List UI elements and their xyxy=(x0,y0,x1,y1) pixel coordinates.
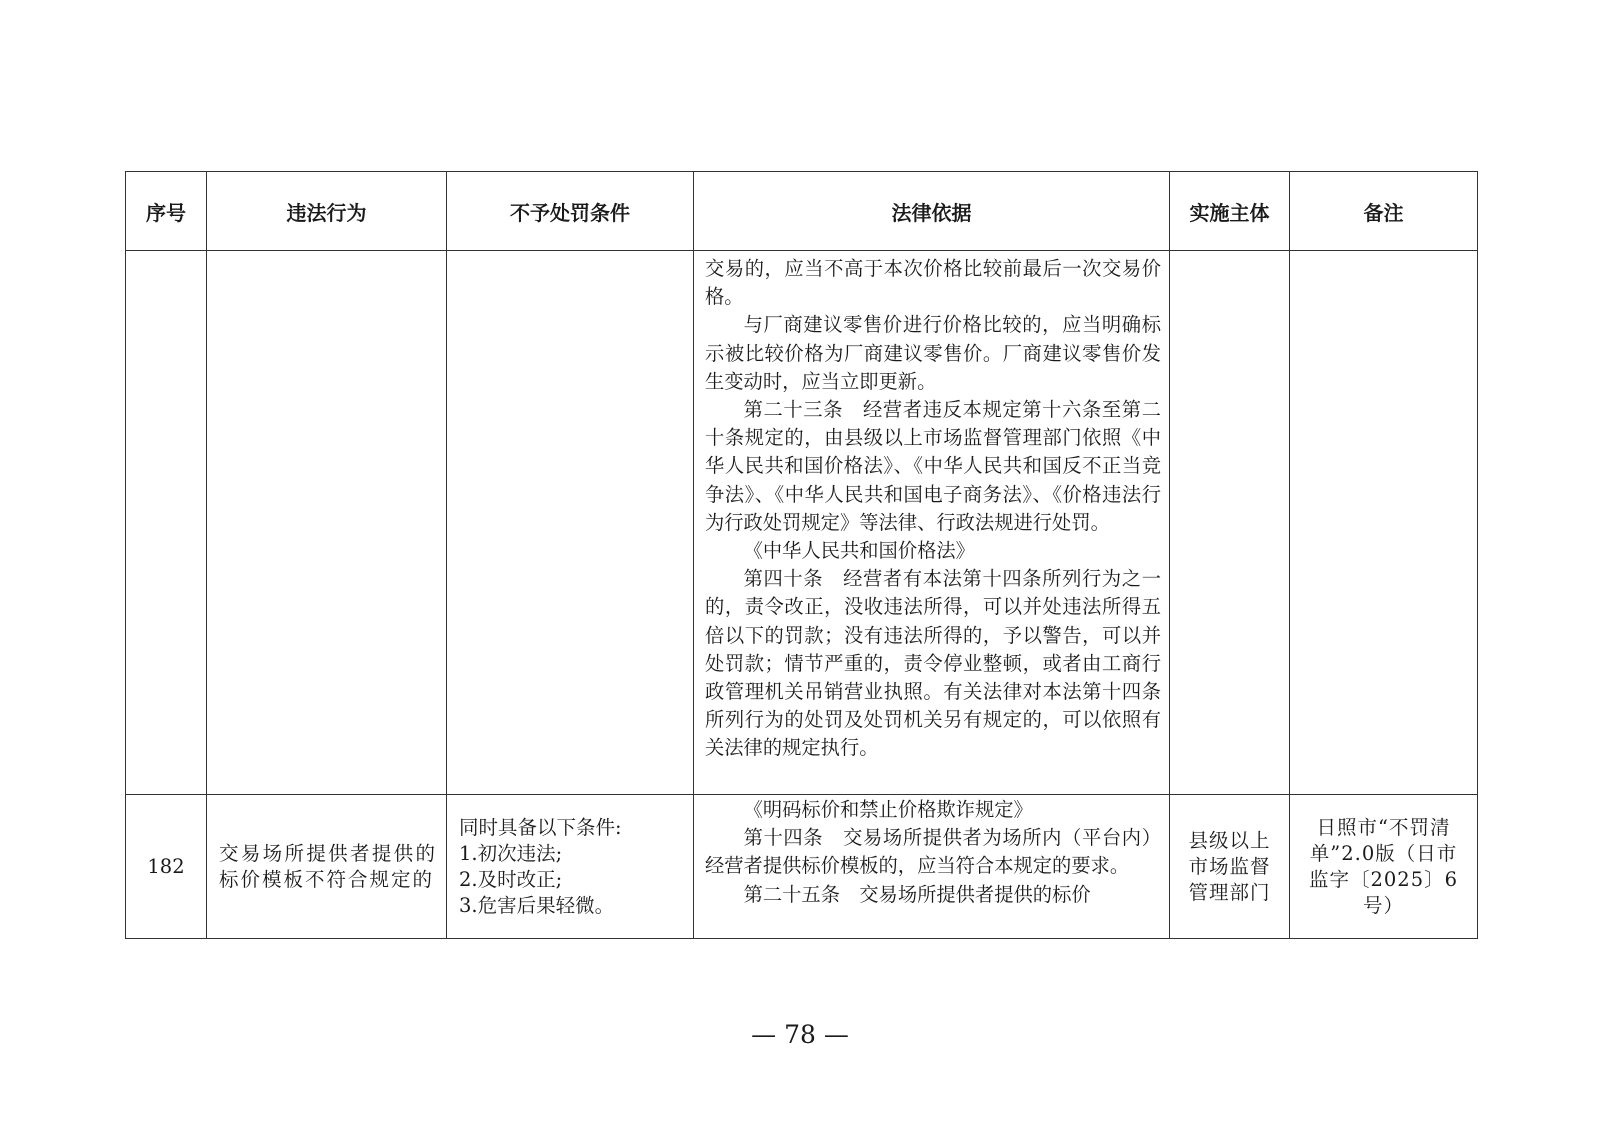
cell-implementer: 县级以上市场监督管理部门 xyxy=(1170,795,1290,939)
penalty-exemption-table xyxy=(125,171,1478,939)
header-conditions: 不予处罚条件 xyxy=(447,172,694,251)
condition-line: 3.危害后果轻微。 xyxy=(459,893,615,917)
legal-paragraph: 第四十条 经营者有本法第十四条所列行为之一的，责令改正，没收违法所得，可以并处违法所得五倍以下的罚款；没有违法所得的，予以警告，可以并处罚款；情节严重的，责令停业整顿，或者由工商行政管理机关吊销营业执照。有关法律对本法第十四条所列行为的处罚及处罚机关另有规定的，可以依照有关法律的规定执行。 xyxy=(705,567,1161,760)
legal-paragraph: 《明码标价和禁止价格欺诈规定》 xyxy=(743,798,1033,821)
cell-remarks: 日照市“不罚清单”2.0版（日市监字〔2025〕6号） xyxy=(1290,795,1478,939)
header-seq: 序号 xyxy=(126,172,207,251)
legal-paragraph: 第十四条 交易场所提供者为场所内（平台内）经营者提供标价模板的，应当符合本规定的要求。 xyxy=(705,826,1161,878)
condition-line: 同时具备以下条件: xyxy=(459,815,622,839)
cell-legal-basis-continuation xyxy=(694,251,1170,795)
header-remarks: 备注 xyxy=(1290,172,1478,251)
table-header-row xyxy=(126,172,1478,251)
legal-paragraph: 交易的，应当不高于本次价格比较前最后一次交易价格。 xyxy=(705,257,1161,309)
header-legal-basis: 法律依据 xyxy=(694,172,1170,251)
condition-line: 1.初次违法; xyxy=(459,841,563,865)
cell-violation-empty xyxy=(207,251,447,795)
legal-paragraph: 第二十三条 经营者违反本规定第十六条至第二十条规定的，由县级以上市场监督管理部门依照《中华人民共和国价格法》、《中华人民共和国反不正当竞争法》、《中华人民共和国电子商务法》、《价格违法行为行政处罚规定》等法律、行政法规进行处罚。 xyxy=(705,398,1161,534)
condition-line: 2.及时改正; xyxy=(459,867,563,891)
cell-seq-empty xyxy=(126,251,207,795)
cell-conditions xyxy=(447,795,694,939)
cell-seq: 182 xyxy=(126,795,207,939)
legal-paragraph: 与厂商建议零售价进行价格比较的，应当明确标示被比较价格为厂商建议零售价。厂商建议零售价发生变动时，应当立即更新。 xyxy=(705,313,1161,393)
page-number: — 78 — xyxy=(751,1020,849,1049)
cell-remarks-empty xyxy=(1290,251,1478,795)
legal-paragraph: 第二十五条 交易场所提供者提供的标价 xyxy=(743,882,1091,906)
header-implementer: 实施主体 xyxy=(1170,172,1290,251)
table-row-continuation xyxy=(126,251,1478,795)
cell-conditions-empty xyxy=(447,251,694,795)
cell-violation: 交易场所提供者提供的标价模板不符合规定的 xyxy=(207,795,447,939)
legal-paragraph: 《中华人民共和国价格法》 xyxy=(743,539,975,563)
table-row-182 xyxy=(126,795,1478,939)
cell-legal-basis xyxy=(694,795,1170,939)
cell-implementer-empty xyxy=(1170,251,1290,795)
header-violation: 违法行为 xyxy=(207,172,447,251)
